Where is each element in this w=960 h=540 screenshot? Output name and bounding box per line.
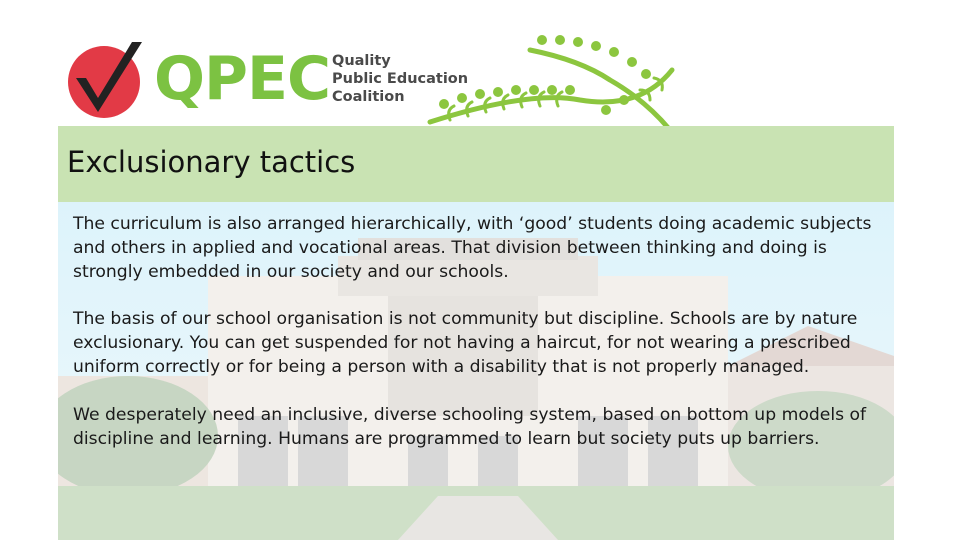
logo-line-public-education: Public Education	[332, 71, 469, 87]
title-bar	[58, 126, 894, 202]
slide-body	[73, 213, 889, 475]
logo-wordmark: QPEC	[154, 44, 330, 114]
paragraph-discipline: The basis of our school organisation is not community but discipline. Schools are by nature exclusionary. You can get suspended for not having a haircut, for not wearing a prescribed uniform correctly or for being a person with a disability that is not properly managed.	[73, 309, 858, 377]
paragraph-curriculum: The curriculum is also arranged hierarchically, with ‘good’ students doing academic subjects and others in applied and vocational areas. That division between thinking and doing is strongly embedded in our society and our schools.	[73, 214, 872, 282]
fern-frond-icon	[410, 30, 680, 130]
logo-line-quality: Quality	[332, 53, 391, 69]
slide-title: Exclusionary tactics	[67, 145, 356, 179]
checkmark-circle-icon	[66, 40, 146, 120]
content-slide	[58, 126, 894, 540]
logo-line-coalition: Coalition	[332, 89, 405, 105]
paragraph-inclusive-system: We desperately need an inclusive, diverse schooling system, based on bottom up models of discipline and learning. Humans are programmed to learn but society puts up barriers.	[73, 404, 867, 449]
